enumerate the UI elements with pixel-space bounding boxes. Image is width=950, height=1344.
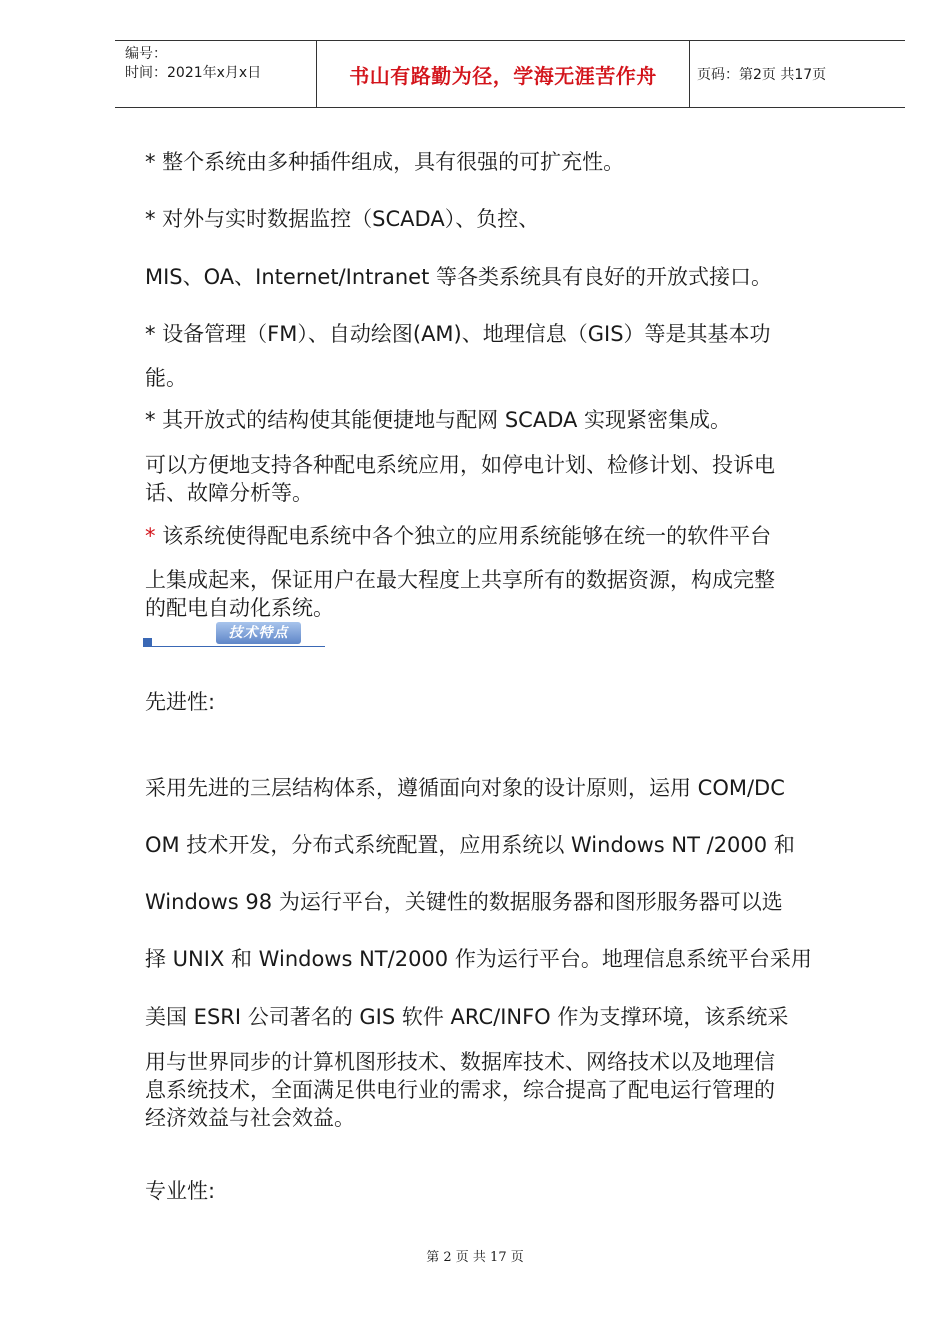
paragraph-line: Windows 98 为运行平台，关键性的数据服务器和图形服务器可以选 <box>145 890 783 914</box>
number-label: 编号： <box>125 46 167 62</box>
paragraph-line: * 对外与实时数据监控（SCADA）、负控、 <box>145 207 540 231</box>
paragraph-line: MIS、OA、Internet/Intranet 等各类系统具有良好的开放式接口。 <box>145 265 773 289</box>
paragraph-line: 美国 ESRI 公司著名的 GIS 软件 ARC/INFO 作为支撑环境，该系统采 <box>145 1005 789 1029</box>
header-meta <box>115 41 316 107</box>
divider-line <box>152 646 325 647</box>
paragraph-line: * 整个系统由多种插件组成，具有很强的可扩充性。 <box>145 150 625 174</box>
paragraph-text: 该系统使得配电系统中各个独立的应用系统能够在统一的软件平台 <box>162 524 772 548</box>
header-motto-cell <box>316 41 690 107</box>
paragraph-line: 采用先进的三层结构体系，遵循面向对象的设计原则，运用 COM/DC <box>145 776 785 800</box>
section-heading: 先进性: <box>145 690 216 714</box>
section-heading: 专业性: <box>145 1179 216 1203</box>
page-header <box>115 40 905 108</box>
header-page-cell <box>690 41 905 107</box>
section-divider <box>143 622 325 648</box>
paragraph-line: 能。 <box>145 366 187 390</box>
divider-square-icon <box>143 638 152 647</box>
red-asterisk: * <box>145 524 156 548</box>
paragraph-line: 经济效益与社会效益。 <box>145 1106 355 1130</box>
header-motto: 书山有路勤为径，学海无涯苦作舟 <box>349 63 657 88</box>
paragraph-line: * 其开放式的结构使其能便捷地与配网 SCADA 实现紧密集成。 <box>145 408 732 432</box>
section-badge: 技术特点 <box>216 622 301 644</box>
paragraph-line-highlight <box>145 522 870 550</box>
paragraph-line: 息系统技术，全面满足供电行业的需求，综合提高了配电运行管理的 <box>145 1078 775 1102</box>
header-page-label: 页码：第2页 共17页 <box>697 67 827 83</box>
time-label: 时间：2021年x月x日 <box>125 65 262 81</box>
paragraph-line: 话、故障分析等。 <box>145 481 313 505</box>
paragraph-line: * 设备管理（FM）、自动绘图(AM)、地理信息（GIS）等是其基本功 <box>145 322 771 346</box>
paragraph-line: 上集成起来，保证用户在最大程度上共享所有的数据资源，构成完整 <box>145 568 775 592</box>
paragraph-line: 的配电自动化系统。 <box>145 596 334 620</box>
paragraph-line: 可以方便地支持各种配电系统应用，如停电计划、检修计划、投诉电 <box>145 453 775 477</box>
paragraph-line: OM 技术开发，分布式系统配置，应用系统以 Windows NT /2000 和 <box>145 833 795 857</box>
paragraph-line: 择 UNIX 和 Windows NT/2000 作为运行平台。地理信息系统平台采用 <box>145 947 812 971</box>
paragraph-line: 用与世界同步的计算机图形技术、数据库技术、网络技术以及地理信 <box>145 1050 775 1074</box>
page-footer: 第 2 页 共 17 页 <box>426 1250 524 1265</box>
